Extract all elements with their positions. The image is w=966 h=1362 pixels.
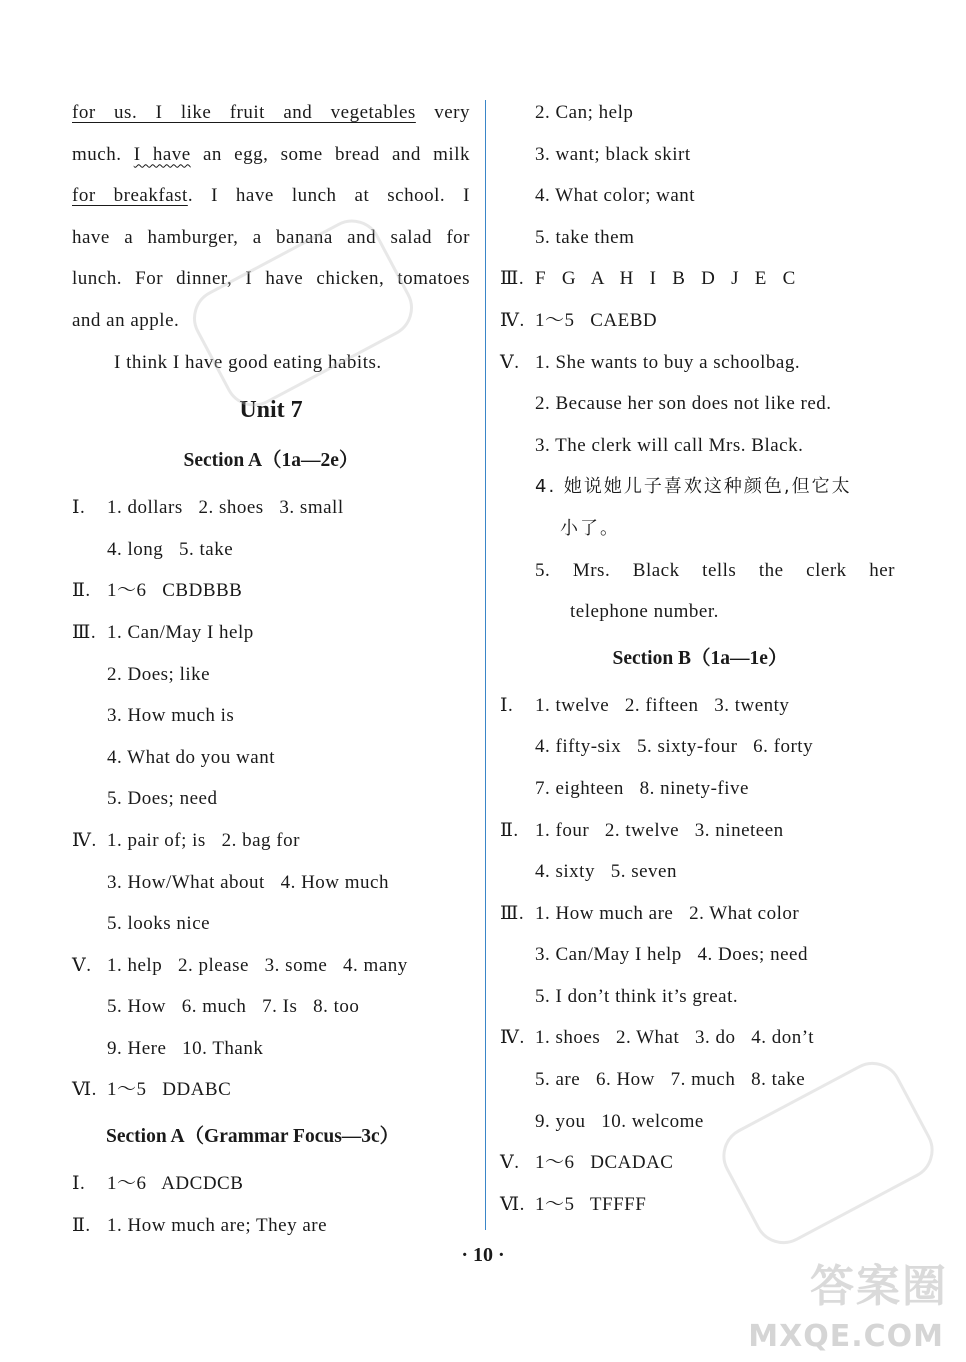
- answer-line: [500, 768, 900, 810]
- answer-line: [500, 217, 900, 259]
- roman-numeral: Ⅳ.: [500, 309, 525, 331]
- roman-numeral: Ⅰ.: [72, 497, 86, 519]
- roman-numeral: Ⅲ.: [500, 268, 525, 290]
- answer-text: 4. What do you want: [107, 746, 275, 768]
- roman-numeral: Ⅵ.: [72, 1079, 97, 1101]
- answer-text: 1～6 DCADAC: [535, 1152, 674, 1174]
- answer-line: [500, 1017, 900, 1059]
- answer-text: 5. How 6. much 7. Is 8. too: [107, 996, 360, 1018]
- page-number: · 10 ·: [461, 1244, 505, 1266]
- para-line-5: lunch. For dinner, I have chicken, tomatoes: [72, 268, 470, 290]
- section-a-answers: [72, 487, 470, 1111]
- answer-line: [72, 570, 470, 612]
- answer-line: [500, 851, 900, 893]
- answer-text: 5. I don’t think it’s great.: [535, 985, 739, 1007]
- answer-text: 3. The clerk will call Mrs. Black.: [535, 434, 804, 456]
- answer-line: [72, 695, 470, 737]
- unit-title: Unit 7: [239, 397, 303, 424]
- answer-line: [72, 778, 470, 820]
- answer-text: 1. twelve 2. fifteen 3. twenty: [535, 694, 790, 716]
- answer-text: 7. eighteen 8. ninety-five: [535, 777, 749, 799]
- answer-text: 1. She wants to buy a schoolbag.: [535, 351, 801, 373]
- answer-text: 1～6 CBDBBB: [107, 580, 243, 602]
- answer-text: 9. Here 10. Thank: [107, 1037, 264, 1059]
- roman-numeral: Ⅵ.: [500, 1193, 525, 1215]
- answer-line: [72, 1028, 470, 1070]
- answer-line: [500, 685, 900, 727]
- answer-line: [72, 1069, 470, 1111]
- answer-text: 5. are 6. How 7. much 8. take: [535, 1069, 806, 1091]
- answer-text: 1. Can/May I help: [107, 621, 254, 643]
- answer-line: [500, 934, 900, 976]
- answer-text: 3. Can/May I help 4. Does; need: [535, 944, 808, 966]
- answer-text: 5. looks nice: [107, 913, 211, 935]
- answer-text: 3. How much is: [107, 705, 235, 727]
- answer-line: [500, 342, 900, 384]
- roman-numeral: Ⅴ.: [500, 351, 520, 373]
- answer-line: [500, 466, 900, 508]
- answer-text: 2. Because her son does not like red.: [535, 393, 832, 415]
- answer-text: 1. help 2. please 3. some 4. many: [107, 954, 408, 976]
- answer-text: telephone number.: [570, 601, 719, 623]
- grammar-focus-answers: [72, 1163, 470, 1246]
- answer-text: 1. four 2. twelve 3. nineteen: [535, 819, 784, 841]
- roman-numeral: Ⅳ.: [72, 829, 97, 851]
- roman-numeral: Ⅰ.: [500, 694, 514, 716]
- para-line-3: for breakfast. I have lunch at school. I: [72, 185, 470, 207]
- answer-text: 4. 她说她儿子喜欢这种颜色,但它太: [535, 476, 852, 498]
- para-line-2: much. I have an egg, some bread and milk: [72, 143, 470, 165]
- answer-line: [500, 383, 900, 425]
- section-a-continued-answers: [500, 92, 900, 633]
- answer-text: 1. pair of; is 2. bag for: [107, 829, 300, 851]
- roman-numeral: Ⅱ.: [500, 819, 519, 841]
- roman-numeral: Ⅴ.: [72, 954, 92, 976]
- roman-numeral: Ⅴ.: [500, 1152, 520, 1174]
- watermark-logo: 答案圈: [810, 1261, 948, 1312]
- section-title-b-1a-1e: Section B（1a—1e）: [612, 647, 788, 669]
- answer-text: 1～5 TFFFF: [535, 1193, 647, 1215]
- answer-line: [72, 1163, 470, 1205]
- answer-line: [500, 508, 900, 550]
- watermark-site: MXQE.COM: [748, 1319, 944, 1354]
- para-line-4: have a hamburger, a banana and salad for: [72, 226, 470, 248]
- answer-line: [72, 1205, 470, 1247]
- answer-line: [72, 862, 470, 904]
- answer-line: [72, 945, 470, 987]
- answer-line: [500, 893, 900, 935]
- answer-text: 小了。: [560, 517, 620, 539]
- answer-text: F G A H I B D J E C: [535, 268, 796, 290]
- section-title-a-1a-2e: Section A（1a—2e）: [183, 450, 359, 472]
- answer-text: 5. Does; need: [107, 788, 218, 810]
- para-line-7: I think I have good eating habits.: [114, 351, 382, 373]
- para-line-1: for us. I like fruit and vegetables very: [72, 102, 470, 123]
- answer-text: 4. fifty-six 5. sixty-four 6. forty: [535, 736, 814, 758]
- answer-text: 1. How much are; They are: [107, 1214, 328, 1236]
- answer-text: 1. dollars 2. shoes 3. small: [107, 497, 344, 519]
- answer-line: [72, 820, 470, 862]
- roman-numeral: Ⅱ.: [72, 1214, 91, 1236]
- answer-text: 9. you 10. welcome: [535, 1110, 704, 1132]
- answer-line: [72, 612, 470, 654]
- answer-text: 3. How/What about 4. How much: [107, 871, 389, 893]
- answer-line: [500, 726, 900, 768]
- column-divider: [485, 100, 486, 1230]
- answer-line: [500, 591, 900, 633]
- roman-numeral: Ⅰ.: [72, 1173, 86, 1195]
- answer-text: 4. sixty 5. seven: [535, 861, 677, 883]
- answer-line: [72, 737, 470, 779]
- answer-text: 5. take them: [535, 226, 635, 248]
- answer-text: 2. Does; like: [107, 663, 211, 685]
- roman-numeral: Ⅳ.: [500, 1027, 525, 1049]
- answer-text: 1. How much are 2. What color: [535, 902, 800, 924]
- answer-text: 1. shoes 2. What 3. do 4. don’t: [535, 1027, 815, 1049]
- answer-line: [500, 258, 900, 300]
- section-title-grammar-focus: Section A（Grammar Focus—3c）: [106, 1126, 400, 1148]
- answer-text: 1～5 DDABC: [107, 1079, 232, 1101]
- answer-text: 1～6 ADCDCB: [107, 1173, 244, 1195]
- answer-line: [72, 487, 470, 529]
- answer-line: [72, 903, 470, 945]
- answer-line: [72, 986, 470, 1028]
- answer-text: 3. want; black skirt: [535, 143, 691, 165]
- answer-line: [72, 654, 470, 696]
- answer-line: [500, 976, 900, 1018]
- answer-line: [500, 300, 900, 342]
- answer-text: 2. Can; help: [535, 102, 634, 123]
- answer-line: [72, 529, 470, 571]
- roman-numeral: Ⅲ.: [500, 902, 525, 924]
- right-column: [500, 92, 900, 1225]
- answer-text: 5. Mrs. Black tells the clerk her: [535, 559, 895, 581]
- answer-line: [500, 134, 900, 176]
- answer-text: 4. What color; want: [535, 185, 696, 207]
- answer-line: [500, 550, 900, 592]
- answer-line: [500, 810, 900, 852]
- answer-text: 1～5 CAEBD: [535, 309, 658, 331]
- answer-text: 4. long 5. take: [107, 538, 234, 560]
- roman-numeral: Ⅲ.: [72, 621, 97, 643]
- answer-line: [500, 175, 900, 217]
- answer-line: [500, 425, 900, 467]
- para-line-6: and an apple.: [72, 309, 180, 331]
- roman-numeral: Ⅱ.: [72, 580, 91, 602]
- answer-line: [500, 92, 900, 134]
